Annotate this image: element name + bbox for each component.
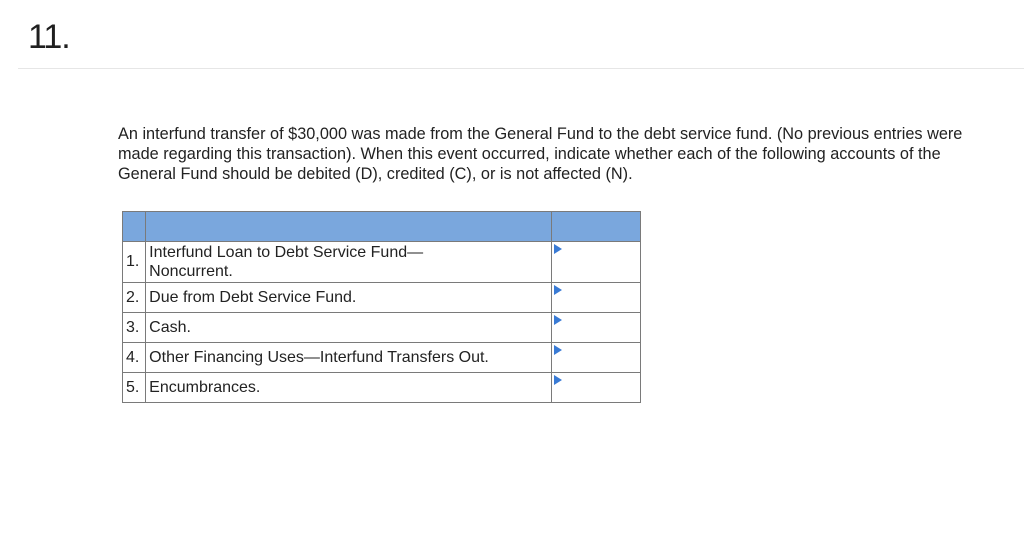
answer-dropdown[interactable]	[552, 313, 640, 342]
row-label-cell	[146, 373, 552, 403]
question-number: 11.	[28, 18, 70, 56]
header-cell-number	[123, 212, 146, 242]
table-row	[123, 313, 641, 343]
row-label-cell	[146, 313, 552, 343]
row-label-cell	[146, 343, 552, 373]
answer-dropdown-cell[interactable]	[552, 313, 641, 343]
answer-dropdown[interactable]	[552, 283, 640, 312]
row-label: Due from Debt Service Fund.	[149, 289, 357, 306]
row-number-cell	[123, 283, 146, 313]
row-number: 2.	[126, 288, 140, 306]
row-number-cell	[123, 343, 146, 373]
dropdown-triangle-icon[interactable]	[554, 285, 562, 295]
row-number: 4.	[126, 348, 140, 366]
row-label: Encumbrances.	[149, 379, 261, 396]
answer-table	[122, 211, 641, 403]
answer-dropdown-cell[interactable]	[552, 283, 641, 313]
answer-dropdown-cell[interactable]	[552, 242, 641, 283]
answer-dropdown-cell[interactable]	[552, 343, 641, 373]
header-cell-account	[146, 212, 552, 242]
row-number: 3.	[126, 318, 140, 336]
header-divider	[18, 68, 1024, 69]
row-label: Other Financing Uses—Interfund Transfers Out.	[149, 349, 489, 366]
row-number: 1.	[126, 253, 140, 270]
table-row	[123, 283, 641, 313]
answer-dropdown-cell[interactable]	[552, 373, 641, 403]
dropdown-triangle-icon[interactable]	[554, 244, 562, 254]
header-cell-answer	[552, 212, 641, 242]
row-number-cell	[123, 373, 146, 403]
row-number-cell	[123, 313, 146, 343]
row-label-cell	[146, 242, 552, 283]
question-prompt: An interfund transfer of $30,000 was made from the General Fund to the debt service fund. (No previous entries were made regarding this transaction). When this event occurred, indicate whether each of the following accounts of the General Fund should be debited (D), credited (C), or is not affected (N).	[118, 125, 963, 183]
answer-dropdown[interactable]	[552, 242, 640, 282]
table-row	[123, 373, 641, 403]
row-number: 5.	[126, 378, 140, 396]
dropdown-triangle-icon[interactable]	[554, 345, 562, 355]
dropdown-triangle-icon[interactable]	[554, 315, 562, 325]
table-row	[123, 242, 641, 283]
row-label: Cash.	[149, 319, 191, 336]
dropdown-triangle-icon[interactable]	[554, 375, 562, 385]
answer-dropdown[interactable]	[552, 373, 640, 402]
table-row	[123, 343, 641, 373]
row-label: Interfund Loan to Debt Service Fund—Noncurrent.	[149, 244, 424, 280]
table-header-row	[123, 212, 641, 242]
answer-dropdown[interactable]	[552, 343, 640, 372]
row-number-cell	[123, 242, 146, 283]
row-label-cell	[146, 283, 552, 313]
